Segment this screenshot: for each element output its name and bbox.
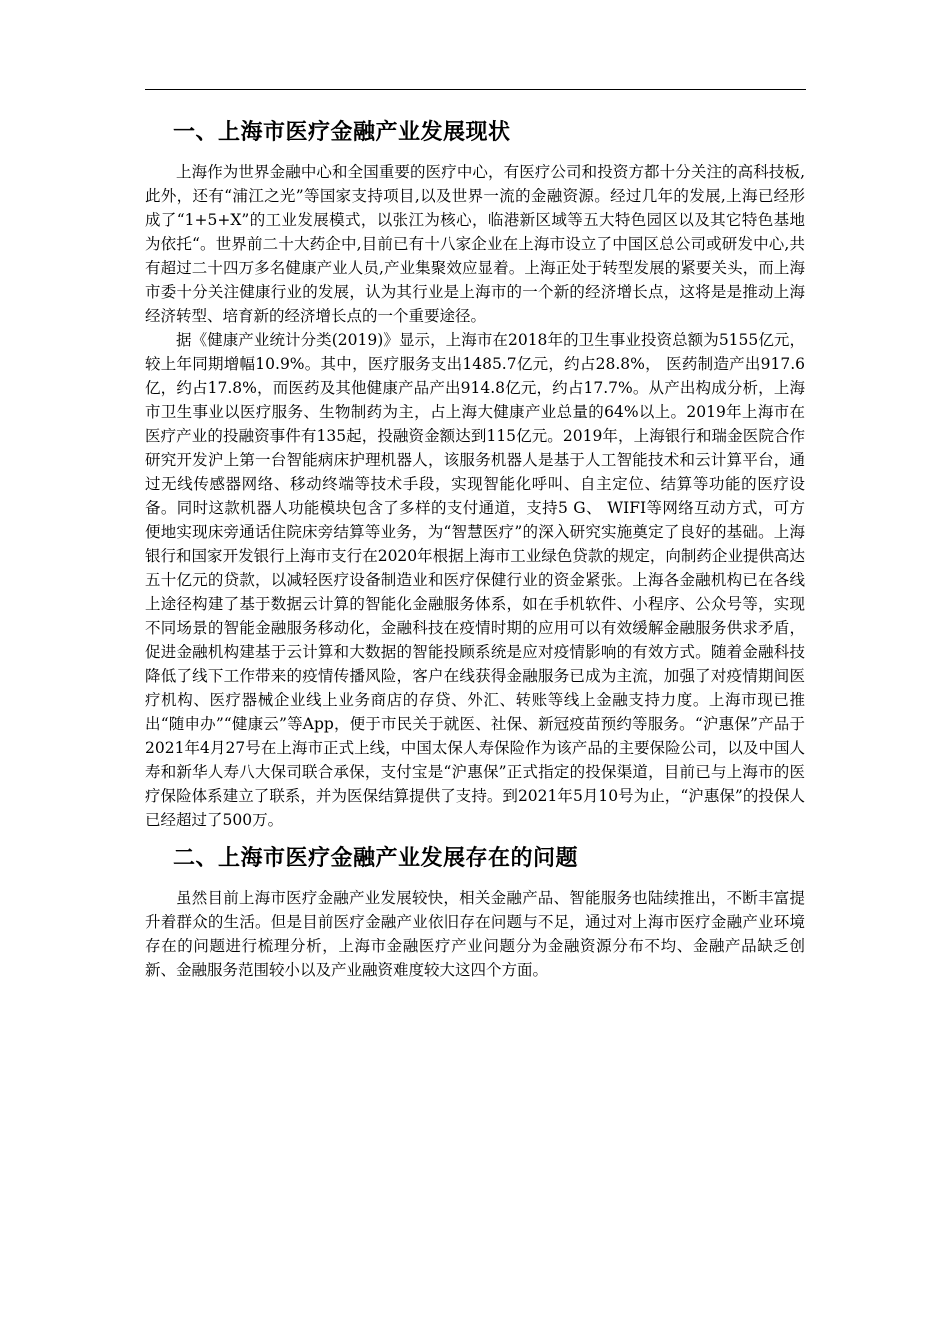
document-body <box>145 118 805 982</box>
section-1-heading: 一、上海市医疗金融产业发展现状 <box>173 120 511 145</box>
section-2-heading: 二、上海市医疗金融产业发展存在的问题 <box>173 846 579 871</box>
section-1-paragraph-1: 上海作为世界金融中心和全国重要的医疗中心，有医疗公司和投资方都十分关注的高科技板,此外，还有“浦江之光”等国家支持项目,以及世界一流的金融资源。经过几年的发展,上海已经形成了“1+5+X”的工业发展模式，以张江为核心，临港新区域等五大特色园区以及其它特色基地为依托“。世界前二十大药企中,目前已有十八家企业在上海市设立了中国区总公司或研发中心,共有超过二十四万多名健康产业人员,产业集聚效应显着。上海正处于转型发展的紧要关头，而上海市委十分关注健康行业的发展，认为其行业是上海市的一个新的经济增长点，这将是是推动上海经济转型、培育新的经济增长点的一个重要途径。 <box>145 163 805 325</box>
header-rule <box>145 89 806 90</box>
section-1-paragraph-2: 据《健康产业统计分类(2019)》显示，上海市在2018年的卫生事业投资总额为5155亿元，较上年同期增幅10.9%。其中，医疗服务支出1485.7亿元，约占28.8%， 医药制造产出917.6亿，约占17.8%，而医药及其他健康产品产出914.8亿元，约占17.7%。从产出构成分析，上海市卫生事业以医疗服务、生物制药为主，占上海大健康产业总量的64%以上。2019年上海市在医疗产业的投融资事件有135起，投融资金额达到115亿元。2019年，上海银行和瑞金医院合作研究开发沪上第一台智能病床护理机器人，该服务机器人是基于人工智能技术和云计算平台，通过无线传感器网络、移动终端等技术手段，实现智能化呼叫、自主定位、结算等功能的医疗设备。同时这款机器人功能模块包含了多样的支付通道，支持5 G、 WIFI等网络互动方式，可方便地实现床旁通话住院床旁结算等业务，为“智慧医疗”的深入研究实施奠定了良好的基础。上海银行和国家开发银行上海市支行在2020年根据上海市工业绿色贷款的规定，向制药企业提供高达五十亿元的贷款，以减轻医疗设备制造业和医疗保健行业的资金紧张。上海各金融机构已在各线上途径构建了基于数据云计算的智能化金融服务体系，如在手机软件、小程序、公众号等，实现不同场景的智能金融服务移动化，金融科技在疫情时期的应用可以有效缓解金融服务供求矛盾，促进金融机构建基于云计算和大数据的智能投顾系统是应对疫情影响的有效方式。随着金融科技降低了线下工作带来的疫情传播风险，客户在线获得金融服务已成为主流，加强了对疫情期间医疗机构、医疗器械企业线上业务商店的存贷、外汇、转账等线上金融支持力度。上海市现已推出“随申办”“健康云”等App，便于市民关于就医、社保、新冠疫苗预约等服务。“沪惠保”产品于2021年4月27号在上海市正式上线，中国太保人寿保险作为该产品的主要保险公司，以及中国人寿和新华人寿八大保司联合承保，支付宝是“沪惠保”正式指定的投保渠道，目前已与上海市的医疗保险体系建立了联系，并为医保结算提供了支持。到2021年5月10号为止，“沪惠保”的投保人已经超过了500万。 <box>145 331 805 829</box>
section-2-paragraph-1: 虽然目前上海市医疗金融产业发展较快，相关金融产品、智能服务也陆续推出，不断丰富提升着群众的生活。但是目前医疗金融产业依旧存在问题与不足，通过对上海市医疗金融产业环境存在的问题进行梳理分析，上海市金融医疗产业问题分为金融资源分布不均、金融产品缺乏创新、金融服务范围较小以及产业融资难度较大这四个方面。 <box>145 889 805 979</box>
